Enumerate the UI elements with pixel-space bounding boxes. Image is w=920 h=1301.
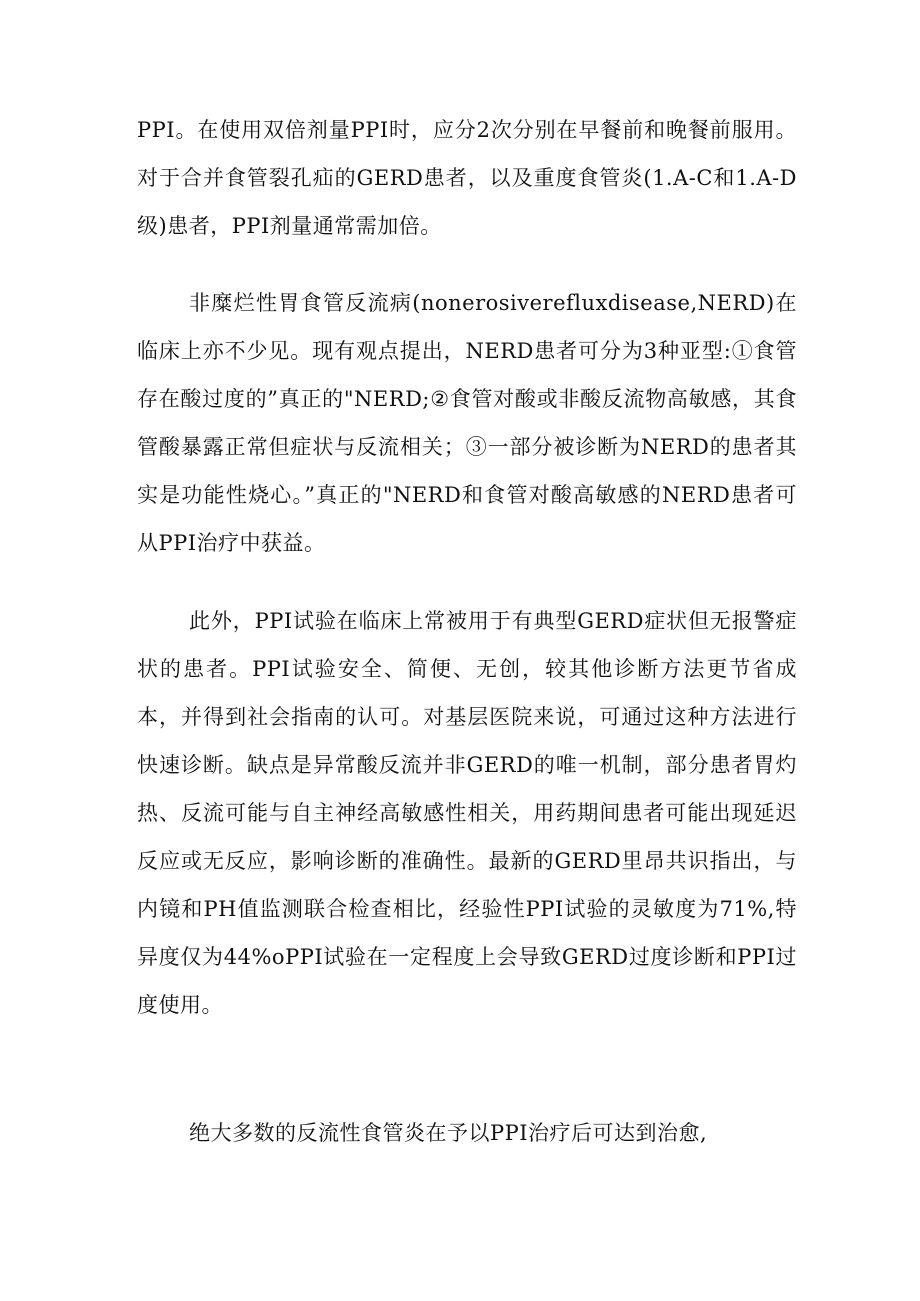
paragraph-ppi-test: 此外，PPI试验在临床上常被用于有典型GERD症状但无报警症状的患者。PPI试验安全、简便、无创，较其他诊断方法更节省成本，并得到社会指南的认可。对基层医院来说，可通过这种方法进行快速诊断。缺点是异常酸反流并非GERD的唯一机制，部分患者胃灼热、反流可能与自主神经高敏感性相关，用药期间患者可能出现延迟反应或无反应，影响诊断的准确性。最新的GERD里昂共识指出，与内镜和PH值监测联合检查相比，经验性PPI试验的灵敏度为71%,特异度仅为44%oPPI试验在一定程度上会导致GERD过度诊断和PPI过度使用。 xyxy=(137,609,797,1017)
paragraph-ppi-dosage: PPI。在使用双倍剂量PPI时，应分2次分别在早餐前和晚餐前服用。对于合并食管裂孔疝的GERD患者，以及重度食管炎(1.A-C和1.A-D级)患者，PPI剂量通常需加倍。 xyxy=(137,118,797,238)
paragraph-reflux-esophagitis-cure: 绝大多数的反流性食管炎在予以PPI治疗后可达到治愈, xyxy=(189,1121,708,1145)
paragraph-nerd-subtypes: 非糜烂性胃食管反流病(nonerosiverefluxdisease,NERD)在临床上亦不少见。现有观点提出，NERD患者可分为3种亚型:①食管存在酸过度的”真正的"NERD;②食管对酸或非酸反流物高敏感，其食管酸暴露正常但症状与反流相关；③一部分被诊断为NERD的患者其实是功能性烧心。”真正的"NERD和食管对酸高敏感的NERD患者可从PPI治疗中获益。 xyxy=(137,291,797,555)
